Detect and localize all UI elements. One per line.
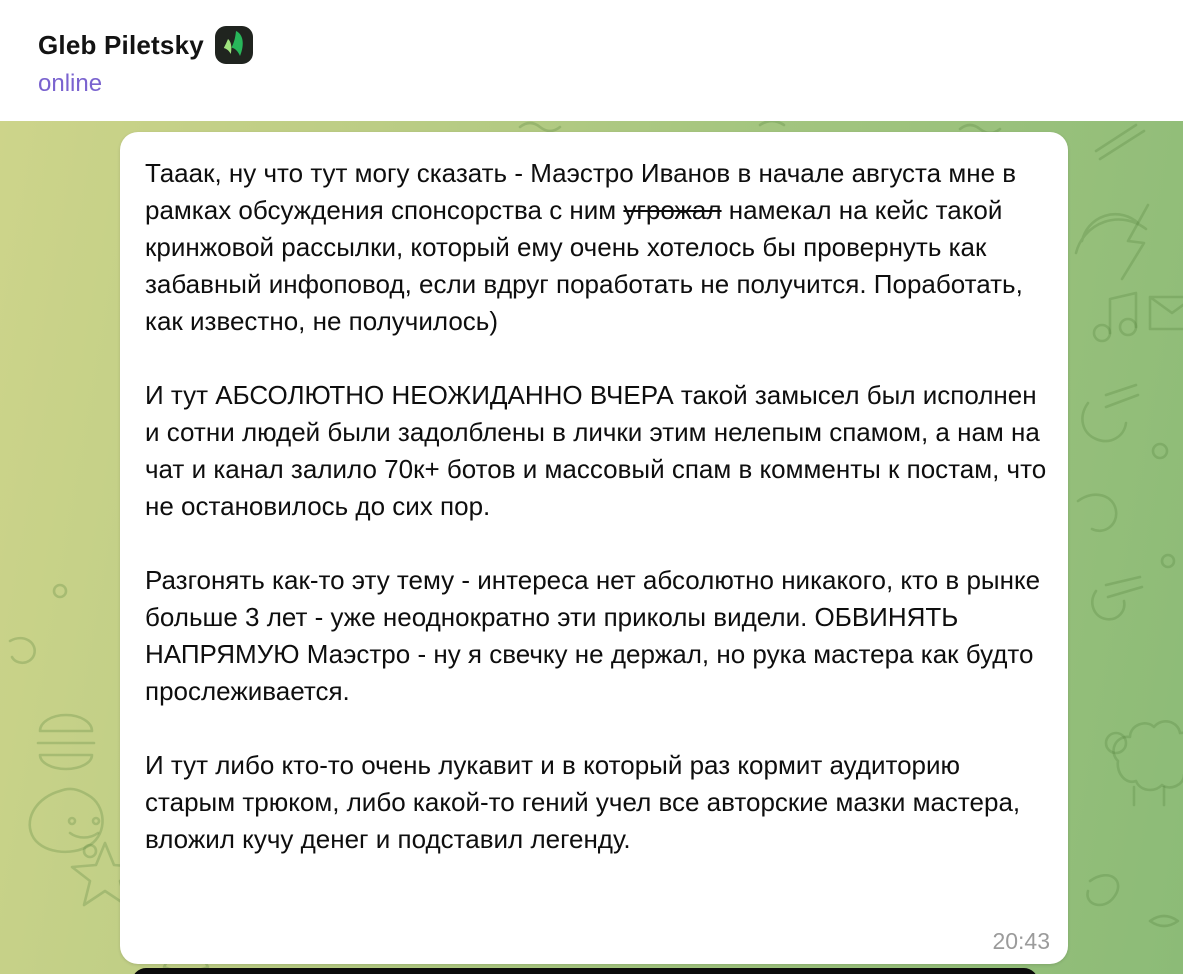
message-paragraph: И тут АБСОЛЮТНО НЕОЖИДАННО ВЧЕРА такой замысел был исполнен и сотни людей были задолблены в лички этим нелепым спамом, а нам на чат и канал залило 70к+ ботов и массовый спам в комменты к постам, что не остановилось до сих пор. bbox=[145, 380, 1047, 521]
message-text bbox=[145, 155, 1048, 858]
chat-background bbox=[0, 121, 1183, 974]
message-timestamp: 20:43 bbox=[992, 928, 1050, 954]
green-leaf-badge-icon bbox=[214, 25, 254, 65]
strikethrough-word: угрожал bbox=[623, 195, 722, 225]
message-paragraph: Тааак, ну что тут могу сказать - Маэстро Иванов в начале августа мне в рамках обсуждения спонсорства с ним угрожал намекал на кейс такой кринжовой рассылки, который ему очень хотелось бы провернуть как забавный инфоповод, если вдруг поработать не получится. Поработать, как известно, не получилось) bbox=[145, 158, 1023, 336]
message-bubble[interactable] bbox=[120, 132, 1068, 964]
next-message-peek[interactable] bbox=[132, 968, 1038, 974]
chat-title-row bbox=[38, 24, 1183, 66]
message-paragraph: И тут либо кто-то очень лукавит и в который раз кормит аудиторию старым трюком, либо какой-то гений учел все авторские мазки мастера, вложил кучу денег и подставил легенду. bbox=[145, 750, 1021, 854]
chat-title: Gleb Piletsky bbox=[38, 29, 204, 60]
chat-header[interactable] bbox=[0, 0, 1183, 121]
message-paragraph: Разгонять как-то эту тему - интереса нет абсолютно никакого, кто в рынке больше 3 лет - уже неоднократно эти приколы видели. ОБВИНЯТЬ НАПРЯМУЮ Маэстро - ну я свечку не держал, но рука мастера как будто прослеживается. bbox=[145, 565, 1041, 706]
online-status: online bbox=[38, 70, 103, 97]
